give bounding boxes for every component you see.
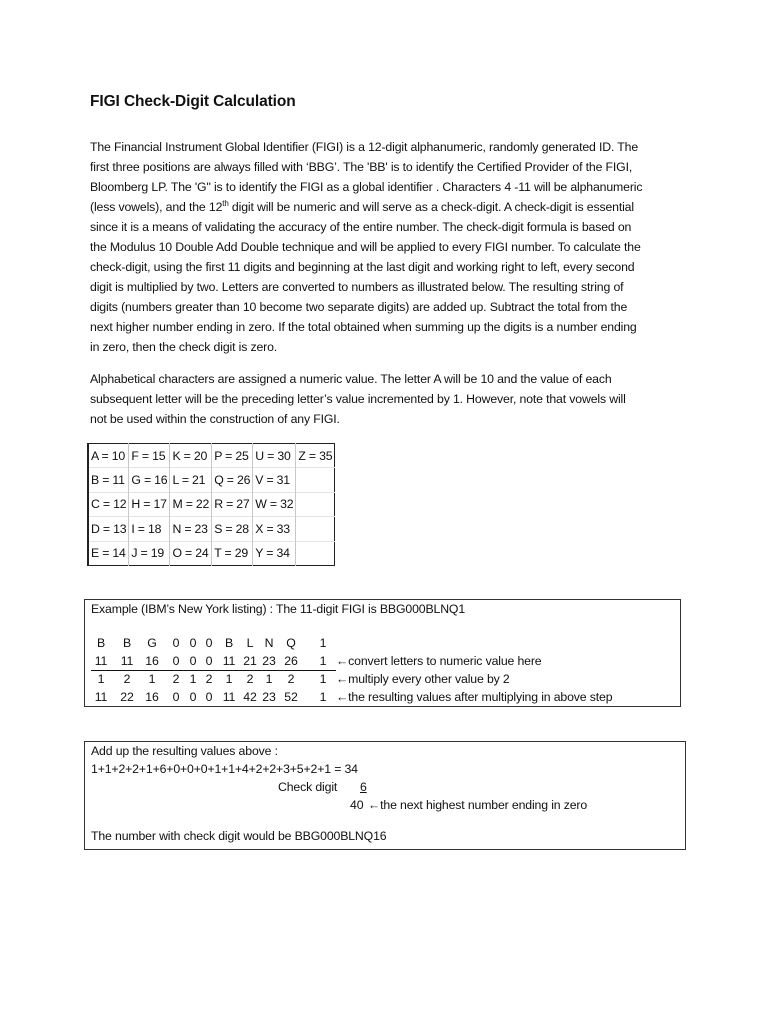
table-cell: D = 13 [88, 517, 129, 541]
example-cell: 42 [243, 690, 257, 704]
example-cell: 0 [205, 690, 213, 704]
example-cell: 1 [319, 636, 327, 650]
paragraph-line: in zero, then the check digit is zero. [90, 340, 278, 354]
paragraph-line: subsequent letter will be the preceding letter’s value incremented by 1. However, note that vowels will [90, 392, 626, 406]
table-cell: I = 18 [129, 517, 170, 541]
table-cell: V = 31 [253, 468, 296, 492]
example-cell: 26 [284, 654, 298, 668]
paragraph-line: The Financial Instrument Global Identifier (FIGI) is a 12-digit alphanumeric, randomly generated ID. The [90, 140, 639, 154]
letter-value-table [87, 443, 335, 566]
paragraph-line [90, 197, 690, 217]
table-cell: M = 22 [170, 492, 212, 516]
paragraph-line: the Modulus 10 Double Add Double technique and will be applied to every FIGI number. To calculate the [90, 240, 641, 254]
check-digit-value: 6 [360, 780, 367, 794]
example-cell: 1 [97, 672, 105, 686]
example-cell: B [224, 636, 234, 650]
example-cell: 11 [94, 690, 108, 704]
table-cell: K = 20 [170, 444, 212, 468]
example-cell: 1 [189, 672, 197, 686]
underline-divider [91, 670, 336, 671]
example-cell: 0 [205, 654, 213, 668]
table-cell [296, 517, 335, 541]
table-cell: S = 28 [212, 517, 253, 541]
sum-intro: Add up the resulting values above : [91, 744, 278, 758]
paragraph-line: check-digit, using the first 11 digits and beginning at the last digit and working right to left, every second [90, 260, 635, 274]
example-cell: Q [286, 636, 296, 650]
example-cell: 1 [148, 672, 156, 686]
table-row [88, 541, 335, 565]
table-cell: W = 32 [253, 492, 296, 516]
paragraph-line: first three positions are always filled with ‘BBG’. The 'BB' is to identify the Certified Provider of the FIGI, [90, 160, 633, 174]
paragraph-line: digit is multiplied by two. Letters are converted to numbers as illustrated below. The resulting string of [90, 280, 624, 294]
intro-paragraph [90, 137, 690, 357]
example-box [84, 599, 681, 707]
next-ten-note: ←the next highest number ending in zero [368, 798, 588, 812]
example-cell: 0 [189, 654, 197, 668]
paragraph-line: Bloomberg LP. The 'G" is to identify the FIGI as a global identifier . Characters 4 -11 will be alphanumeric [90, 180, 643, 194]
paragraph-line: Alphabetical characters are assigned a numeric value. The letter A will be 10 and the value of each [90, 372, 612, 386]
example-row-note: ←the resulting values after multiplying in above step [336, 690, 613, 704]
next-ten-value: 40 [350, 798, 364, 812]
example-cell: 16 [145, 690, 159, 704]
line-text: (less vowels), and the 12 [90, 200, 223, 214]
example-cell: 23 [262, 690, 276, 704]
paragraph-line: digits (numbers greater than 10 become two separate digits) are added up. Subtract the total from the [90, 300, 628, 314]
example-cell: 2 [172, 672, 180, 686]
example-cell: 52 [284, 690, 298, 704]
ordinal-suffix: th [222, 198, 229, 208]
example-cell: 2 [287, 672, 295, 686]
example-cell: B [96, 636, 106, 650]
result-line: The number with check digit would be BBG000BLNQ16 [91, 829, 387, 843]
example-cell: 0 [172, 654, 180, 668]
table-cell: T = 29 [212, 541, 253, 565]
table-cell [296, 541, 335, 565]
table-cell: P = 25 [212, 444, 253, 468]
page-title: FIGI Check-Digit Calculation [90, 93, 296, 110]
example-cell: 0 [172, 636, 180, 650]
example-cell: 23 [262, 654, 276, 668]
sum-expression: 1+1+2+2+1+6+0+0+0+1+1+4+2+2+3+5+2+1 = 34 [91, 762, 358, 776]
example-cell: 16 [145, 654, 159, 668]
table-cell: R = 27 [212, 492, 253, 516]
example-cell: 11 [222, 690, 236, 704]
table-cell: H = 17 [129, 492, 170, 516]
example-cell: 1 [319, 654, 327, 668]
example-cell: 21 [243, 654, 257, 668]
example-cell: B [122, 636, 132, 650]
example-cell: 2 [123, 672, 131, 686]
table-row [88, 517, 335, 541]
table-row [88, 492, 335, 516]
example-heading: Example (IBM’s New York listing) : The 11-digit FIGI is BBG000BLNQ1 [91, 602, 466, 616]
table-cell: J = 19 [129, 541, 170, 565]
example-cell: 11 [222, 654, 236, 668]
paragraph-line: not be used within the construction of any FIGI. [90, 412, 340, 426]
example-cell: 0 [205, 636, 213, 650]
paragraph-line: next higher number ending in zero. If the total obtained when summing up the digits is a number ending [90, 320, 637, 334]
example-cell: 1 [265, 672, 273, 686]
example-cell: 2 [246, 672, 254, 686]
example-cell: 1 [319, 672, 327, 686]
example-cell: 1 [225, 672, 233, 686]
table-cell [296, 468, 335, 492]
example-cell: 11 [94, 654, 108, 668]
table-cell: X = 33 [253, 517, 296, 541]
sum-box [84, 741, 686, 850]
table-cell: G = 16 [129, 468, 170, 492]
table-row [88, 444, 335, 468]
example-cell: L [246, 636, 254, 650]
example-cell: 22 [120, 690, 134, 704]
example-cell: 11 [120, 654, 134, 668]
example-cell: 0 [189, 636, 197, 650]
table-cell: B = 11 [88, 468, 129, 492]
table-cell: Q = 26 [212, 468, 253, 492]
paragraph-line: since it is a means of validating the accuracy of the entire number. The check-digit formula is based on [90, 220, 632, 234]
example-cell: N [264, 636, 274, 650]
table-row [88, 468, 335, 492]
table-cell: Z = 35 [296, 444, 335, 468]
example-cell: 0 [189, 690, 197, 704]
table-cell: E = 14 [88, 541, 129, 565]
example-cell: 2 [205, 672, 213, 686]
table-cell: A = 10 [88, 444, 129, 468]
table-cell: C = 12 [88, 492, 129, 516]
table-cell: L = 21 [170, 468, 212, 492]
example-row-note: ←convert letters to numeric value here [336, 654, 542, 668]
table-cell: F = 15 [129, 444, 170, 468]
table-cell: N = 23 [170, 517, 212, 541]
alphabet-paragraph [90, 369, 690, 429]
line-text: digit will be numeric and will serve as a check-digit. A check-digit is essential [228, 200, 634, 214]
table-cell: Y = 34 [253, 541, 296, 565]
example-cell: G [147, 636, 157, 650]
table-cell: U = 30 [253, 444, 296, 468]
table-cell [296, 492, 335, 516]
example-cell: 0 [172, 690, 180, 704]
check-digit-label: Check digit [278, 780, 338, 794]
example-row-note: ←multiply every other value by 2 [336, 672, 510, 686]
example-cell: 1 [319, 690, 327, 704]
table-cell: O = 24 [170, 541, 212, 565]
